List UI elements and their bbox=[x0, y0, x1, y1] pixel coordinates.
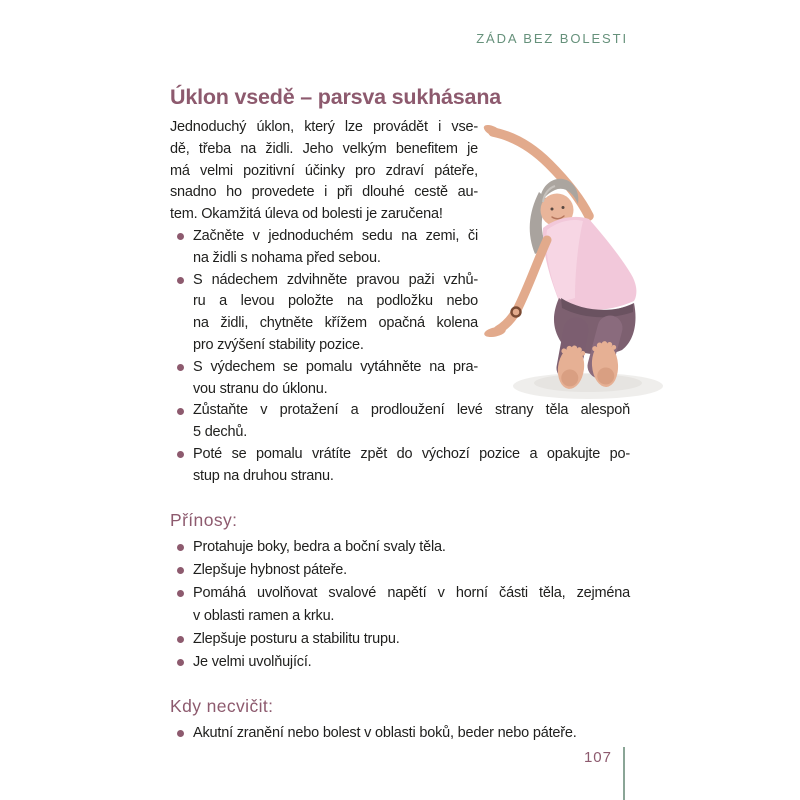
text-line: na židli s nohama před sebou. bbox=[193, 249, 381, 266]
list-item bbox=[170, 400, 632, 444]
steps-list bbox=[170, 226, 632, 488]
page-number: 107 bbox=[583, 749, 612, 766]
list-item-text bbox=[193, 536, 630, 559]
list-item-text bbox=[193, 357, 478, 401]
bullet-icon bbox=[177, 544, 184, 551]
list-item bbox=[170, 559, 632, 582]
text-line: vou stranu do úklonu. bbox=[193, 380, 328, 397]
list-item-text bbox=[193, 628, 630, 651]
list-item-text bbox=[193, 270, 478, 357]
bullet-icon bbox=[177, 364, 184, 371]
text-line: stup na druhou stranu. bbox=[193, 467, 334, 484]
running-head: ZÁDA BEZ BOLESTI bbox=[476, 31, 628, 46]
text-line: tem. Okamžitá úleva od bolesti je zaručena! bbox=[170, 206, 443, 223]
text-line: v oblasti ramen a krku. bbox=[193, 607, 335, 624]
text-line: ru a levou položte na podložku nebo bbox=[193, 293, 478, 310]
bullet-icon bbox=[177, 451, 184, 458]
text-line: Akutní zranění nebo bolest v oblasti boků, beder nebo páteře. bbox=[193, 724, 577, 741]
list-item-text bbox=[193, 444, 630, 488]
article bbox=[170, 84, 632, 745]
text-line: Pomáhá uvolňovat svalové napětí v horní části těla, zejména bbox=[193, 584, 630, 601]
list-item bbox=[170, 536, 632, 559]
list-item bbox=[170, 270, 632, 357]
bullet-icon bbox=[177, 277, 184, 284]
text-line: Zlepšuje posturu a stabilitu trupu. bbox=[193, 630, 400, 647]
bullet-icon bbox=[177, 730, 184, 737]
list-item-text bbox=[193, 651, 630, 674]
list-item bbox=[170, 722, 632, 745]
text-line: S nádechem zdvihněte pravou paži vzhů- bbox=[193, 271, 478, 288]
list-item bbox=[170, 628, 632, 651]
list-item-text bbox=[193, 226, 478, 270]
text-line: dě, třeba na židli. Jeho velkým benefitem je bbox=[170, 140, 478, 157]
list-item bbox=[170, 582, 632, 628]
text-line: Zlepšuje hybnost páteře. bbox=[193, 561, 347, 578]
article-title: Úklon vsedě – parsva sukhásana bbox=[170, 85, 502, 109]
text-line: Protahuje boky, bedra a boční svaly těla. bbox=[193, 538, 446, 555]
bullet-icon bbox=[177, 659, 184, 666]
list-item-text bbox=[193, 722, 630, 745]
text-line: má velmi pozitivní účinky pro zdraví páteře, bbox=[170, 162, 478, 179]
text-line: S výdechem se pomalu vytáhněte na pra- bbox=[193, 358, 478, 375]
list-item-text bbox=[193, 400, 630, 444]
bullet-icon bbox=[177, 590, 184, 597]
footer-divider-line bbox=[623, 747, 625, 800]
list-item bbox=[170, 226, 632, 270]
text-line: Poté se pomalu vrátíte zpět do výchozí pozice a opakujte po- bbox=[193, 445, 630, 462]
bullet-icon bbox=[177, 567, 184, 574]
benefits-list bbox=[170, 536, 632, 674]
benefits-heading: Přínosy: bbox=[170, 509, 238, 530]
text-line: Je velmi uvolňující. bbox=[193, 653, 312, 670]
bullet-icon bbox=[177, 233, 184, 240]
bullet-icon bbox=[177, 408, 184, 415]
text-line: pro zvýšení stability pozice. bbox=[193, 336, 364, 353]
list-item bbox=[170, 444, 632, 488]
text-line: Jednoduchý úklon, který lze provádět i vse- bbox=[170, 119, 478, 135]
list-item bbox=[170, 651, 632, 674]
list-item-text bbox=[193, 559, 630, 582]
list-item-text bbox=[193, 582, 630, 628]
contraindications-heading: Kdy necvičit: bbox=[170, 695, 274, 716]
text-line: 5 dechů. bbox=[193, 424, 248, 441]
intro-paragraph bbox=[170, 117, 478, 226]
contraindications-list bbox=[170, 722, 632, 745]
text-line: Zůstaňte v protažení a prodloužení levé strany těla alespoň bbox=[193, 402, 630, 419]
text-line: na židli, chytněte křížem opačná kolena bbox=[193, 315, 478, 332]
text-line: Začněte v jednoduchém sedu na zemi, či bbox=[193, 227, 478, 244]
bullet-icon bbox=[177, 636, 184, 643]
list-item bbox=[170, 357, 632, 401]
text-line: snadno ho provedete i při dlouhé cestě au- bbox=[170, 184, 478, 201]
